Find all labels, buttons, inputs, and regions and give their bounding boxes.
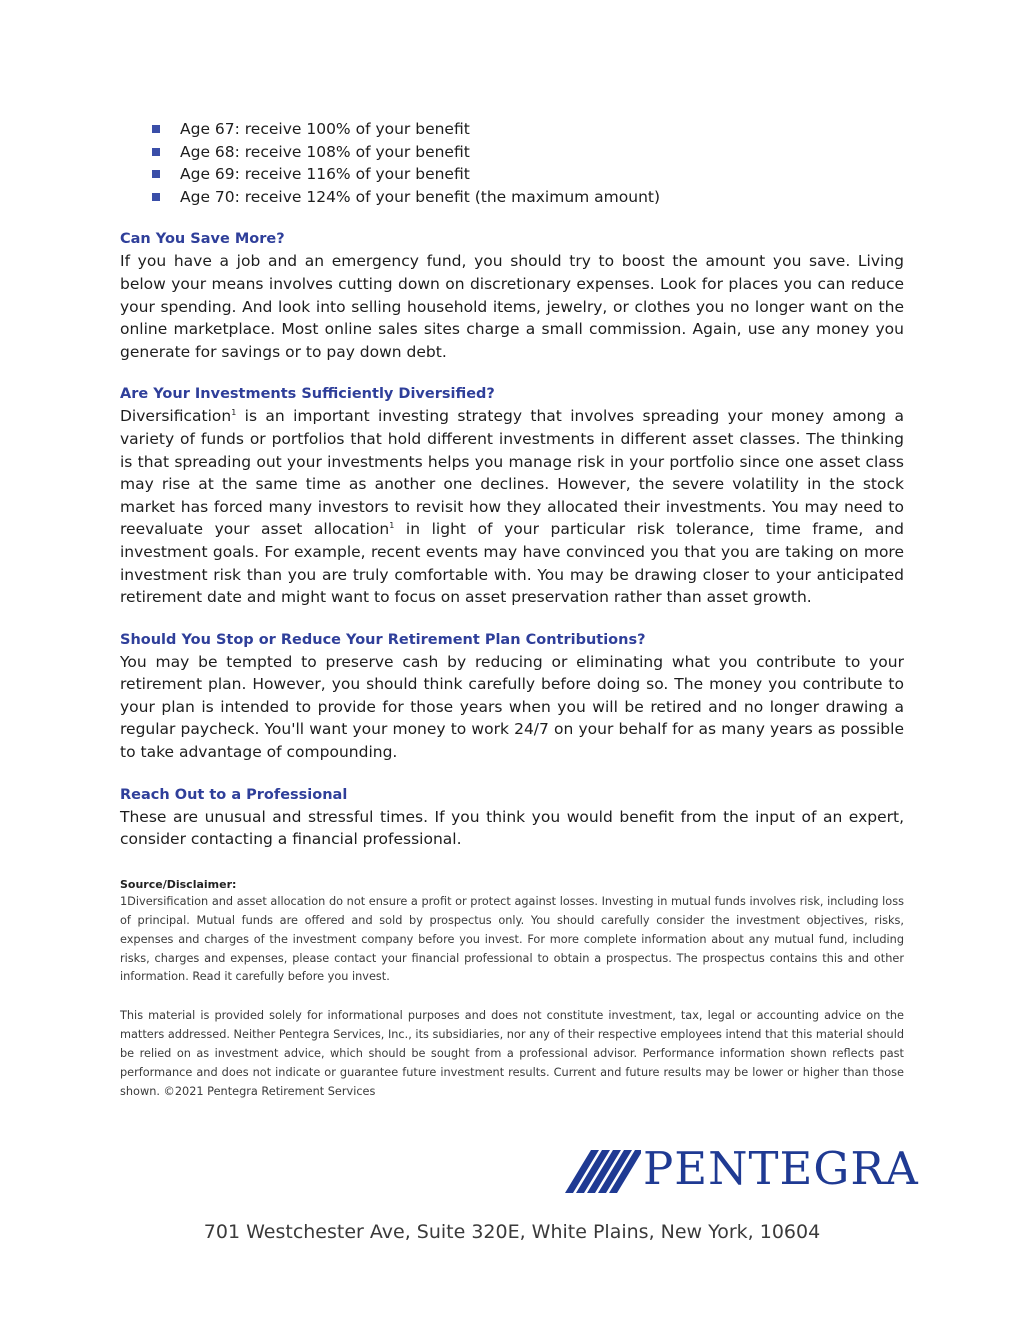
body-text: Diversification (120, 407, 232, 426)
disclaimer-legal: This material is provided solely for informational purposes and does not constitute investment, tax, legal or accounting advice on the matters addressed. Neither Pentegra Services, Inc., its subsidiaries, nor any of their respective employees intend that this material should be relied on as investment advice, which should be sought from a professional advisor. Performance information shown reflects past performance and does not indicate or guarantee future investment results. Current and future results may be lower or higher than those shown. ©2021 Pentegra Retirement Services (120, 1009, 904, 1098)
body-text: in light of your particular risk tolerance, time frame, and investment goals. For example, recent events may have convinced you that you are taking on more investment risk than you are truly comfortable with. You may be drawing closer to your anticipated retirement date and might want to focus on asset preservation rather than asset growth. (120, 520, 905, 607)
section-heading: Reach Out to a Professional (120, 786, 348, 803)
section-save-more (120, 228, 904, 363)
list-item (152, 141, 904, 164)
square-bullet-icon (152, 125, 160, 133)
section-diversified (120, 383, 904, 608)
disclaimer-heading: Source/Disclaimer: (120, 877, 237, 891)
section-professional (120, 784, 904, 851)
section-heading: Can You Save More? (120, 231, 285, 248)
footer-address: 701 Westchester Ave, Suite 320E, White Plains, New York, 10604 (203, 1221, 821, 1243)
section-body (120, 405, 904, 608)
section-contributions (120, 629, 904, 764)
list-item-text: Age 70: receive 124% of your benefit (the maximum amount) (180, 187, 661, 206)
logo-wordmark: PENTEGRA (643, 1142, 919, 1195)
disclaimer-footnote: 1Diversification and asset allocation do not ensure a profit or protect against losses. Investing in mutual funds involves risk, including loss of principal. Mutual funds are offered and sold by prospectus only. You should carefully consider the investment objectives, risks, expenses and charges of the investment company before you invest. For more complete information about any mutual fund, including risks, charges and expenses, please contact your financial professional to obtain a prospectus. The prospectus contains this and other information. Read it carefully before you invest. (120, 894, 904, 984)
square-bullet-icon (152, 193, 160, 201)
list-item (152, 118, 904, 141)
footnote-ref: 1 (389, 521, 395, 531)
list-item-text: Age 67: receive 100% of your benefit (180, 120, 470, 138)
body-text: is an important investing strategy that involves spreading your money among a variety of funds or portfolios that hold different investments in different asset classes. The thinking is that spreading out your investments helps you manage risk in your portfolio since one asset class may rise at the same time as another one declines. However, the severe volatility in the stock market has forced many investors to revisit how they allocated their investments. You may need to reevaluate your asset allocation (120, 407, 904, 539)
pentegra-logo (565, 1142, 919, 1195)
section-heading: Should You Stop or Reduce Your Retirement Plan Contributions? (120, 631, 646, 648)
section-body: You may be tempted to preserve cash by reducing or eliminating what you contribute to your retirement plan. However, you should think carefully before doing so. The money you contribute to your plan is intended to provide for those years when you will be retired and no longer drawing a regular paycheck. You'll want your money to work 24/7 on your behalf for as many years as possible to take advantage of compounding. (120, 652, 904, 762)
section-body: These are unusual and stressful times. If you think you would benefit from the input of an expert, consider contacting a financial professional. (120, 807, 904, 849)
section-heading: Are Your Investments Sufficiently Diversified? (120, 386, 495, 403)
list-item-text: Age 68: receive 108% of your benefit (180, 142, 470, 161)
document-body (120, 118, 904, 1102)
stripes-logo-icon (565, 1150, 641, 1194)
list-item-text: Age 69: receive 116% of your benefit (180, 165, 470, 184)
square-bullet-icon (152, 170, 160, 178)
footnote-ref: 1 (231, 408, 237, 418)
benefit-age-list (152, 118, 904, 208)
section-body: If you have a job and an emergency fund, you should try to boost the amount you save. Living below your means involves cutting down on discretionary expenses. Look for places you can reduce your spending. And look into selling household items, jewelry, or clothes you no longer want on the online marketplace. Most online sales sites charge a small commission. Again, use any money you generate for savings or to pay down debt. (120, 252, 904, 361)
list-item (152, 163, 904, 186)
list-item (152, 186, 904, 209)
square-bullet-icon (152, 148, 160, 156)
